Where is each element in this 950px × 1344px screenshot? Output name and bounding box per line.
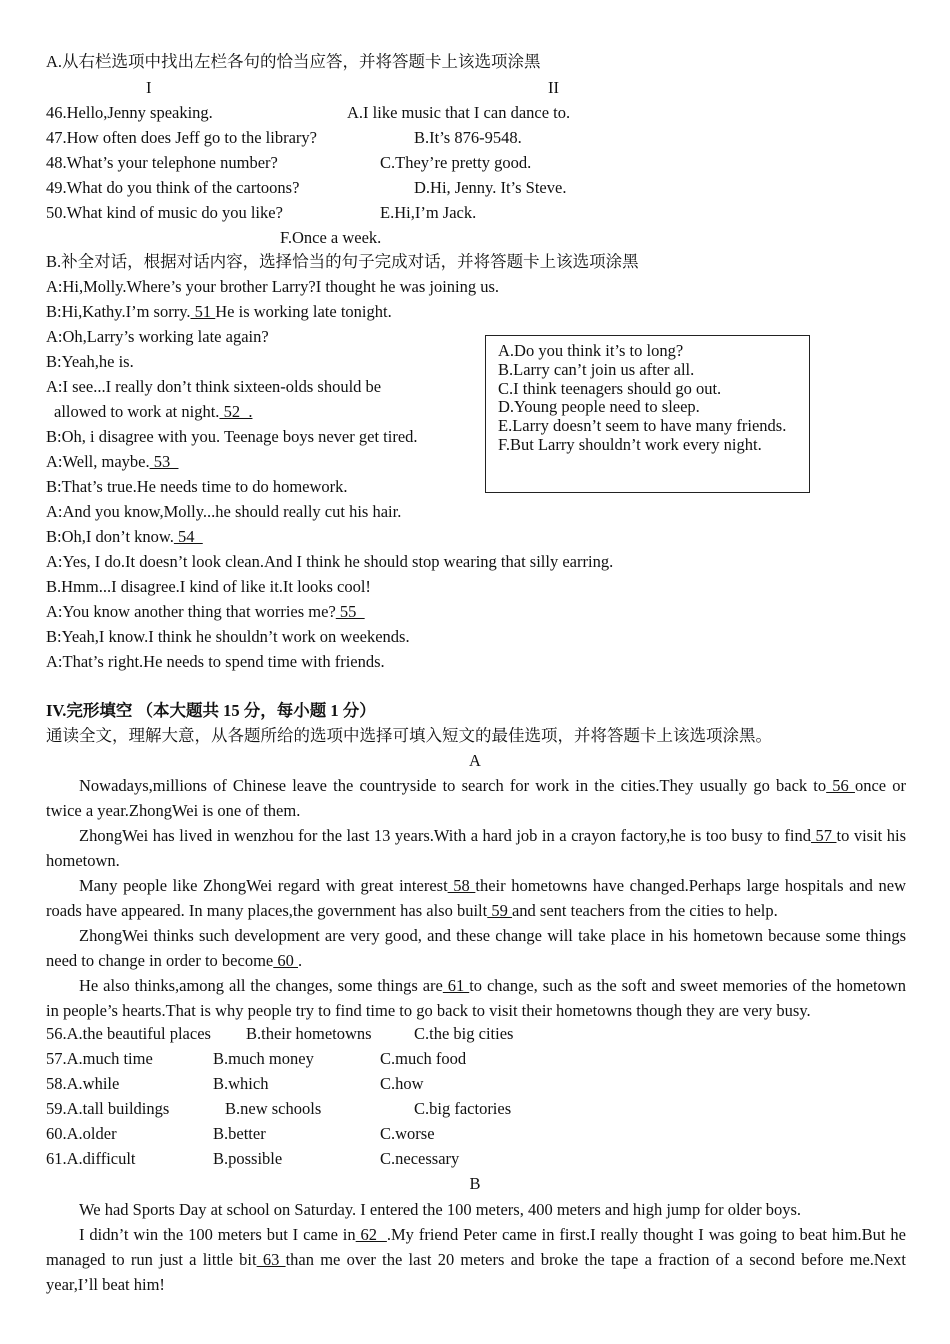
passage-paragraph: ZhongWei has lived in wenzhou for the last 13 years.With a hard job in a crayon factory,he is too busy to find 57 to visit his hometown.	[46, 826, 907, 870]
choice-61-c: C.necessary	[380, 1149, 460, 1168]
dialogue-text: B:Oh,I don’t know.	[46, 527, 174, 546]
passage-a-label: A	[469, 751, 481, 770]
passage-paragraph: Many people like ZhongWei regard with great interest 58 their hometowns have changed.Perhaps large hospitals and new roads have appeared. In many places,the government has also built 59 and sent teachers from the cities to help.	[46, 876, 906, 920]
blank-53: 53	[149, 452, 179, 471]
blank-51: 51	[190, 302, 216, 321]
dialogue-text: A:Well, maybe.	[46, 452, 150, 471]
choice-61-b: B.possible	[213, 1149, 283, 1168]
column-header-ii: II	[548, 78, 559, 97]
blank-52: 52 .	[219, 402, 253, 421]
dialogue-line: A:That’s right.He needs to spend time with friends.	[46, 652, 385, 671]
dialogue-line	[46, 527, 203, 547]
option-f: F.Once a week.	[280, 228, 382, 247]
question-46: 46.Hello,Jenny speaking.	[46, 103, 213, 122]
dialogue-line: B.Hmm...I disagree.I kind of like it.It looks cool!	[46, 577, 371, 596]
dialogue-line: A:I see...I really don’t think sixteen-olds should be	[46, 377, 382, 396]
blank-61: 61	[442, 976, 470, 995]
dialogue-line: B:Yeah,he is.	[46, 352, 134, 371]
box-option-c: C.I think teenagers should go out.	[498, 378, 722, 398]
passage-paragraph: ZhongWei thinks such development are very good, and these change will take place in his hometown because some things need to change in order to become 60 .	[46, 926, 906, 970]
box-option-e: E.Larry doesn’t seem to have many friends.	[498, 416, 787, 436]
dialogue-line: B:That’s true.He needs time to do homework.	[46, 477, 348, 496]
blank-60: 60	[273, 951, 298, 970]
dialogue-line	[46, 602, 365, 622]
box-option-b: B.Larry can’t join us after all.	[498, 359, 695, 379]
blank-62: 62	[355, 1225, 387, 1244]
part-b-instruction: B.补全对话，根据对话内容，选择恰当的句子完成对话，并将答题卡上该选项涂黑	[46, 252, 639, 271]
dialogue-line	[46, 452, 178, 472]
dialogue-line	[46, 302, 392, 322]
question-48: 48.What’s your telephone number?	[46, 153, 278, 172]
column-header-i: I	[146, 78, 152, 97]
dialogue-line	[54, 402, 252, 422]
choice-61-a: 61.A.difficult	[46, 1149, 136, 1168]
box-option-d: D.Young people need to sleep.	[498, 397, 700, 417]
choice-57-a: 57.A.much time	[46, 1049, 153, 1068]
option-c: C.They’re pretty good.	[380, 153, 532, 172]
choice-60-c: C.worse	[380, 1124, 435, 1143]
blank-56: 56	[826, 776, 855, 795]
passage-b-label: B	[469, 1174, 481, 1193]
choice-59-a: 59.A.tall buildings	[46, 1099, 170, 1118]
dialogue-text: allowed to work at night.	[54, 402, 220, 421]
passage-paragraph: He also thinks,among all the changes, some things are 61 to change, such as the soft and sweet memories of the hometown in people’s hearts.That is why people try to find time to go back to visit their hometowns though they are very busy.	[46, 976, 907, 1020]
dialogue-line: A:Oh,Larry’s working late again?	[46, 327, 269, 346]
blank-57: 57	[811, 826, 837, 845]
dialogue-text: He is working late tonight.	[215, 302, 392, 321]
choice-58-a: 58.A.while	[46, 1074, 120, 1093]
option-a: A.I like music that I can dance to.	[347, 103, 571, 122]
choice-60-a: 60.A.older	[46, 1124, 117, 1143]
question-50: 50.What kind of music do you like?	[46, 203, 283, 222]
choice-56-b: B.their hometowns	[246, 1024, 372, 1043]
dialogue-text: B:Hi,Kathy.I’m sorry.	[46, 302, 191, 321]
part-a-instruction: A.从右栏选项中找出左栏各句的恰当应答，并将答题卡上该选项涂黑	[46, 52, 541, 71]
dialogue-line: A:Yes, I do.It doesn’t look clean.And I think he should stop wearing that silly earring.	[46, 552, 614, 571]
blank-59: 59	[487, 901, 512, 920]
choice-57-b: B.much money	[213, 1049, 314, 1068]
choice-56-a: 56.A.the beautiful places	[46, 1024, 211, 1043]
box-option-a: A.Do you think it’s to long?	[498, 341, 684, 360]
option-d: D.Hi, Jenny. It’s Steve.	[414, 178, 567, 197]
passage-paragraph: I didn’t win the 100 meters but I came in 62 .My friend Peter came in first.I really thought I was going to beat him.But he managed to run just a little bit 63 than me over the last 20 meters and broke the tape a fraction of a second before me.Next year,I’ll beat him!	[46, 1225, 907, 1294]
passage-paragraph: Nowadays,millions of Chinese leave the countryside to search for work in the cities.They usually go back to 56 once or twice a year.ZhongWei is one of them.	[46, 776, 906, 820]
dialogue-line: B:Yeah,I know.I think he shouldn’t work on weekends.	[46, 627, 410, 646]
dialogue-line: B:Oh, i disagree with you. Teenage boys never get tired.	[46, 427, 418, 446]
option-e: E.Hi,I’m Jack.	[380, 203, 477, 222]
option-b: B.It’s 876-9548.	[414, 128, 522, 147]
choice-58-c: C.how	[380, 1074, 424, 1093]
choice-59-b: B.new schools	[225, 1099, 322, 1118]
dialogue-line: A:Hi,Molly.Where’s your brother Larry?I thought he was joining us.	[46, 277, 500, 296]
choice-56-c: C.the big cities	[414, 1024, 514, 1043]
box-option-f: F.But Larry shouldn’t work every night.	[498, 434, 762, 454]
blank-58: 58	[447, 876, 476, 895]
choice-60-b: B.better	[213, 1124, 266, 1143]
choice-59-c: C.big factories	[414, 1099, 512, 1118]
section-title: IV.完形填空 （本大题共 15 分，每小题 1 分）	[46, 701, 376, 720]
blank-55: 55	[335, 602, 365, 621]
options-box	[485, 335, 810, 493]
dialogue-text: A:You know another thing that worries me?	[46, 602, 336, 621]
blank-54: 54	[173, 527, 203, 546]
dialogue-line: A:And you know,Molly...he should really cut his hair.	[46, 502, 402, 521]
question-49: 49.What do you think of the cartoons?	[46, 178, 300, 197]
passage-paragraph: We had Sports Day at school on Saturday. I entered the 100 meters, 400 meters and high jump for older boys.	[79, 1200, 802, 1219]
question-47: 47.How often does Jeff go to the library?	[46, 128, 317, 147]
section-instruction: 通读全文，理解大意，从各题所给的选项中选择可填入短文的最佳选项，并将答题卡上该选项涂黑。	[46, 726, 772, 745]
choice-58-b: B.which	[213, 1074, 269, 1093]
blank-63: 63	[256, 1250, 286, 1269]
choice-57-c: C.much food	[380, 1049, 467, 1068]
